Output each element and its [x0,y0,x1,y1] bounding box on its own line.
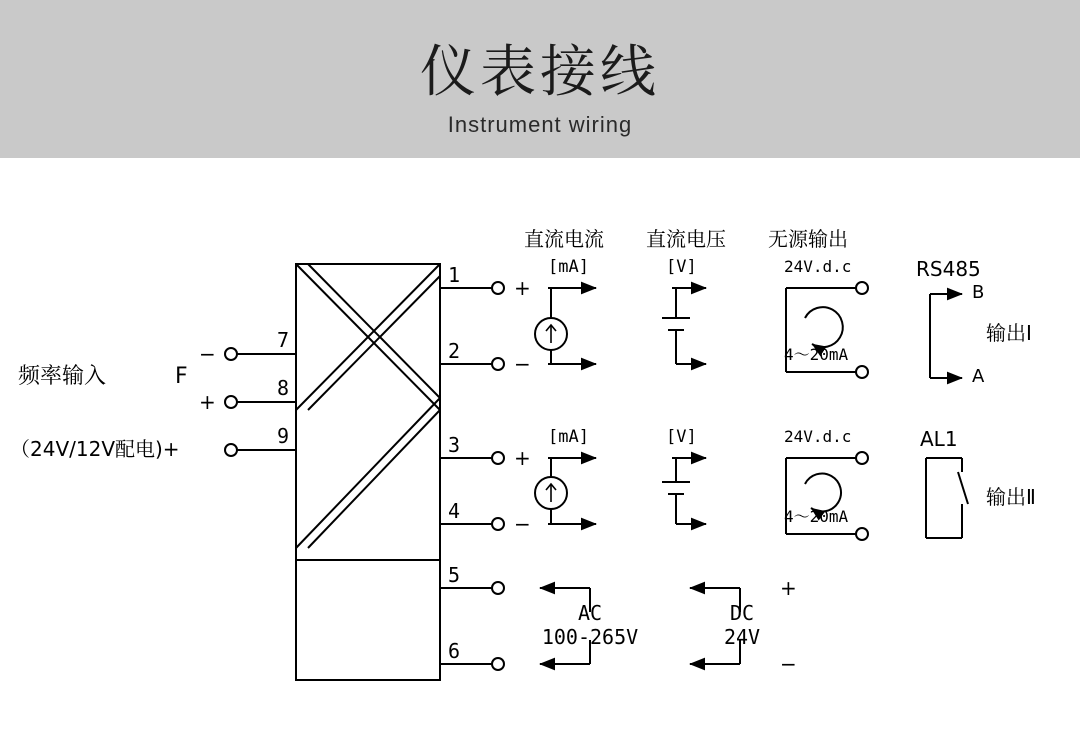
ma-unit-label-1: [mA] [548,257,589,277]
terminal-number-3: 3 [448,433,461,457]
al1-title: AL1 [920,427,958,451]
page-title: 仪表接线 [420,40,660,105]
output-2-label: 输出Ⅱ [986,485,1036,509]
terminal-number-9: 9 [277,424,290,448]
terminal-2-sign: − [514,352,531,376]
rs485-terminal-b: B [972,282,985,303]
freq-input-label: 频率输入 [18,364,107,389]
terminal-number-7: 7 [277,328,290,352]
ma-unit-label-2: [mA] [548,427,589,447]
ac-label: AC [577,601,603,625]
dc-label: DC [729,601,755,625]
terminal-number-8: 8 [277,376,290,400]
passive-supply-label-2: 24V.d.c [784,427,852,446]
ac-value: 100-265V [541,625,639,649]
terminal-number-6: 6 [448,639,461,663]
terminal-7-sign: − [199,342,216,366]
passive-current-label-2: 4～20mA [784,507,849,526]
output-1-label: 输出Ⅰ [986,321,1032,345]
freq-input-symbol: F [175,364,188,389]
terminal-number-4: 4 [448,499,461,523]
rs485-title: RS485 [916,257,981,281]
column-title-dc-voltage: 直流电压 [646,227,726,251]
dc-minus-sign: − [780,652,797,676]
v-unit-label-1: [V] [666,257,697,277]
terminal-8-sign: + [199,390,216,414]
terminal-number-1: 1 [448,263,461,287]
terminal-1-sign: + [514,276,531,300]
dc-value: 24V [723,625,761,649]
v-unit-label-2: [V] [666,427,697,447]
terminal-number-5: 5 [448,563,461,587]
terminal-number-2: 2 [448,339,461,363]
terminal-4-sign: − [514,512,531,536]
page-subtitle: Instrument wiring [447,112,633,137]
column-title-dc-current: 直流电流 [524,227,604,251]
passive-current-label-1: 4～20mA [784,345,849,364]
terminal-3-sign: + [514,446,531,470]
column-title-passive-output: 无源输出 [768,227,848,251]
passive-supply-label-1: 24V.d.c [784,257,852,276]
rs485-terminal-a: A [972,366,985,387]
power-supply-input-label: （24V/12V配电)+ [10,437,180,461]
dc-plus-sign: + [780,576,797,600]
